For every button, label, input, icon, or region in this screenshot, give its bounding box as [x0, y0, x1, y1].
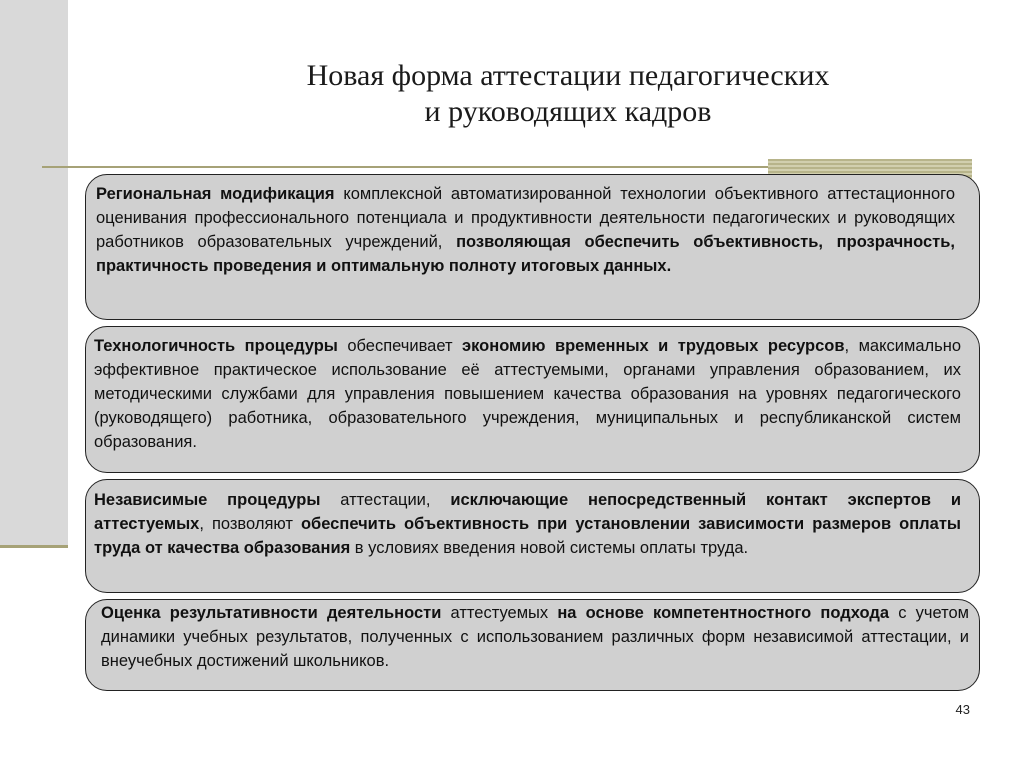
bold-text-segment: Независимые процедуры	[94, 491, 321, 509]
text-segment: , позволяют	[199, 515, 301, 533]
info-box-regional-modification	[85, 174, 980, 320]
text-segment: обеспечивает	[337, 337, 462, 355]
box-text	[94, 334, 961, 454]
bold-text-segment: Технологичность процедуры	[94, 337, 338, 355]
box-text	[94, 488, 961, 560]
page-number: 43	[955, 702, 970, 717]
text-segment: с учетом динамики учебных результатов, полученных с использованием различных форм независимой аттестации, и внеучебных достижений школьников.	[101, 604, 970, 670]
info-box-independent-procedures	[85, 479, 980, 593]
bold-text-segment: позволяющая обеспечить объективность, прозрачность, практичность проведения и оптимальную полноту итоговых данных.	[96, 233, 955, 275]
bold-text-segment: Оценка результативности деятельности	[101, 604, 442, 622]
bold-text-segment: Региональная модификация	[96, 185, 335, 203]
text-segment: в условиях введения новой системы оплаты труда.	[350, 539, 749, 557]
info-box-technology	[85, 326, 980, 473]
bold-text-segment: на основе компетентностного подхода	[557, 604, 890, 622]
slide-title	[150, 58, 986, 130]
title-line-1: Новая форма аттестации педагогических	[306, 59, 830, 92]
box-text	[96, 182, 955, 278]
side-decoration-line	[0, 545, 68, 548]
text-segment: аттестации,	[320, 491, 451, 509]
title-line-2: и руководящих кадров	[424, 95, 712, 128]
info-box-performance-evaluation	[85, 599, 980, 691]
box-text	[101, 601, 969, 673]
text-segment: комплексной автоматизированной технологии объективного аттестационного оценивания профессионального потенциала и продуктивности деятельности педагогических и руководящих работников образовательных учреждений,	[96, 185, 955, 251]
text-segment: , максимально эффективное практическое использование её аттестуемыми, органами управления образованием, их методическими службами для управления повышением качества образования на уровнях педагогического (руководящего) работника, образовательного учреждения, муниципальных и республиканской систем образования.	[94, 337, 962, 451]
bold-text-segment: экономию временных и трудовых ресурсов	[462, 337, 845, 355]
side-decoration-bar	[0, 0, 68, 545]
bold-text-segment: исключающие непосредственный контакт экспертов и аттестуемых	[94, 491, 962, 533]
text-segment: аттестуемых	[441, 604, 558, 622]
bold-text-segment: обеспечить объективность при установлении зависимости размеров оплаты труда от качества образования	[94, 515, 961, 557]
